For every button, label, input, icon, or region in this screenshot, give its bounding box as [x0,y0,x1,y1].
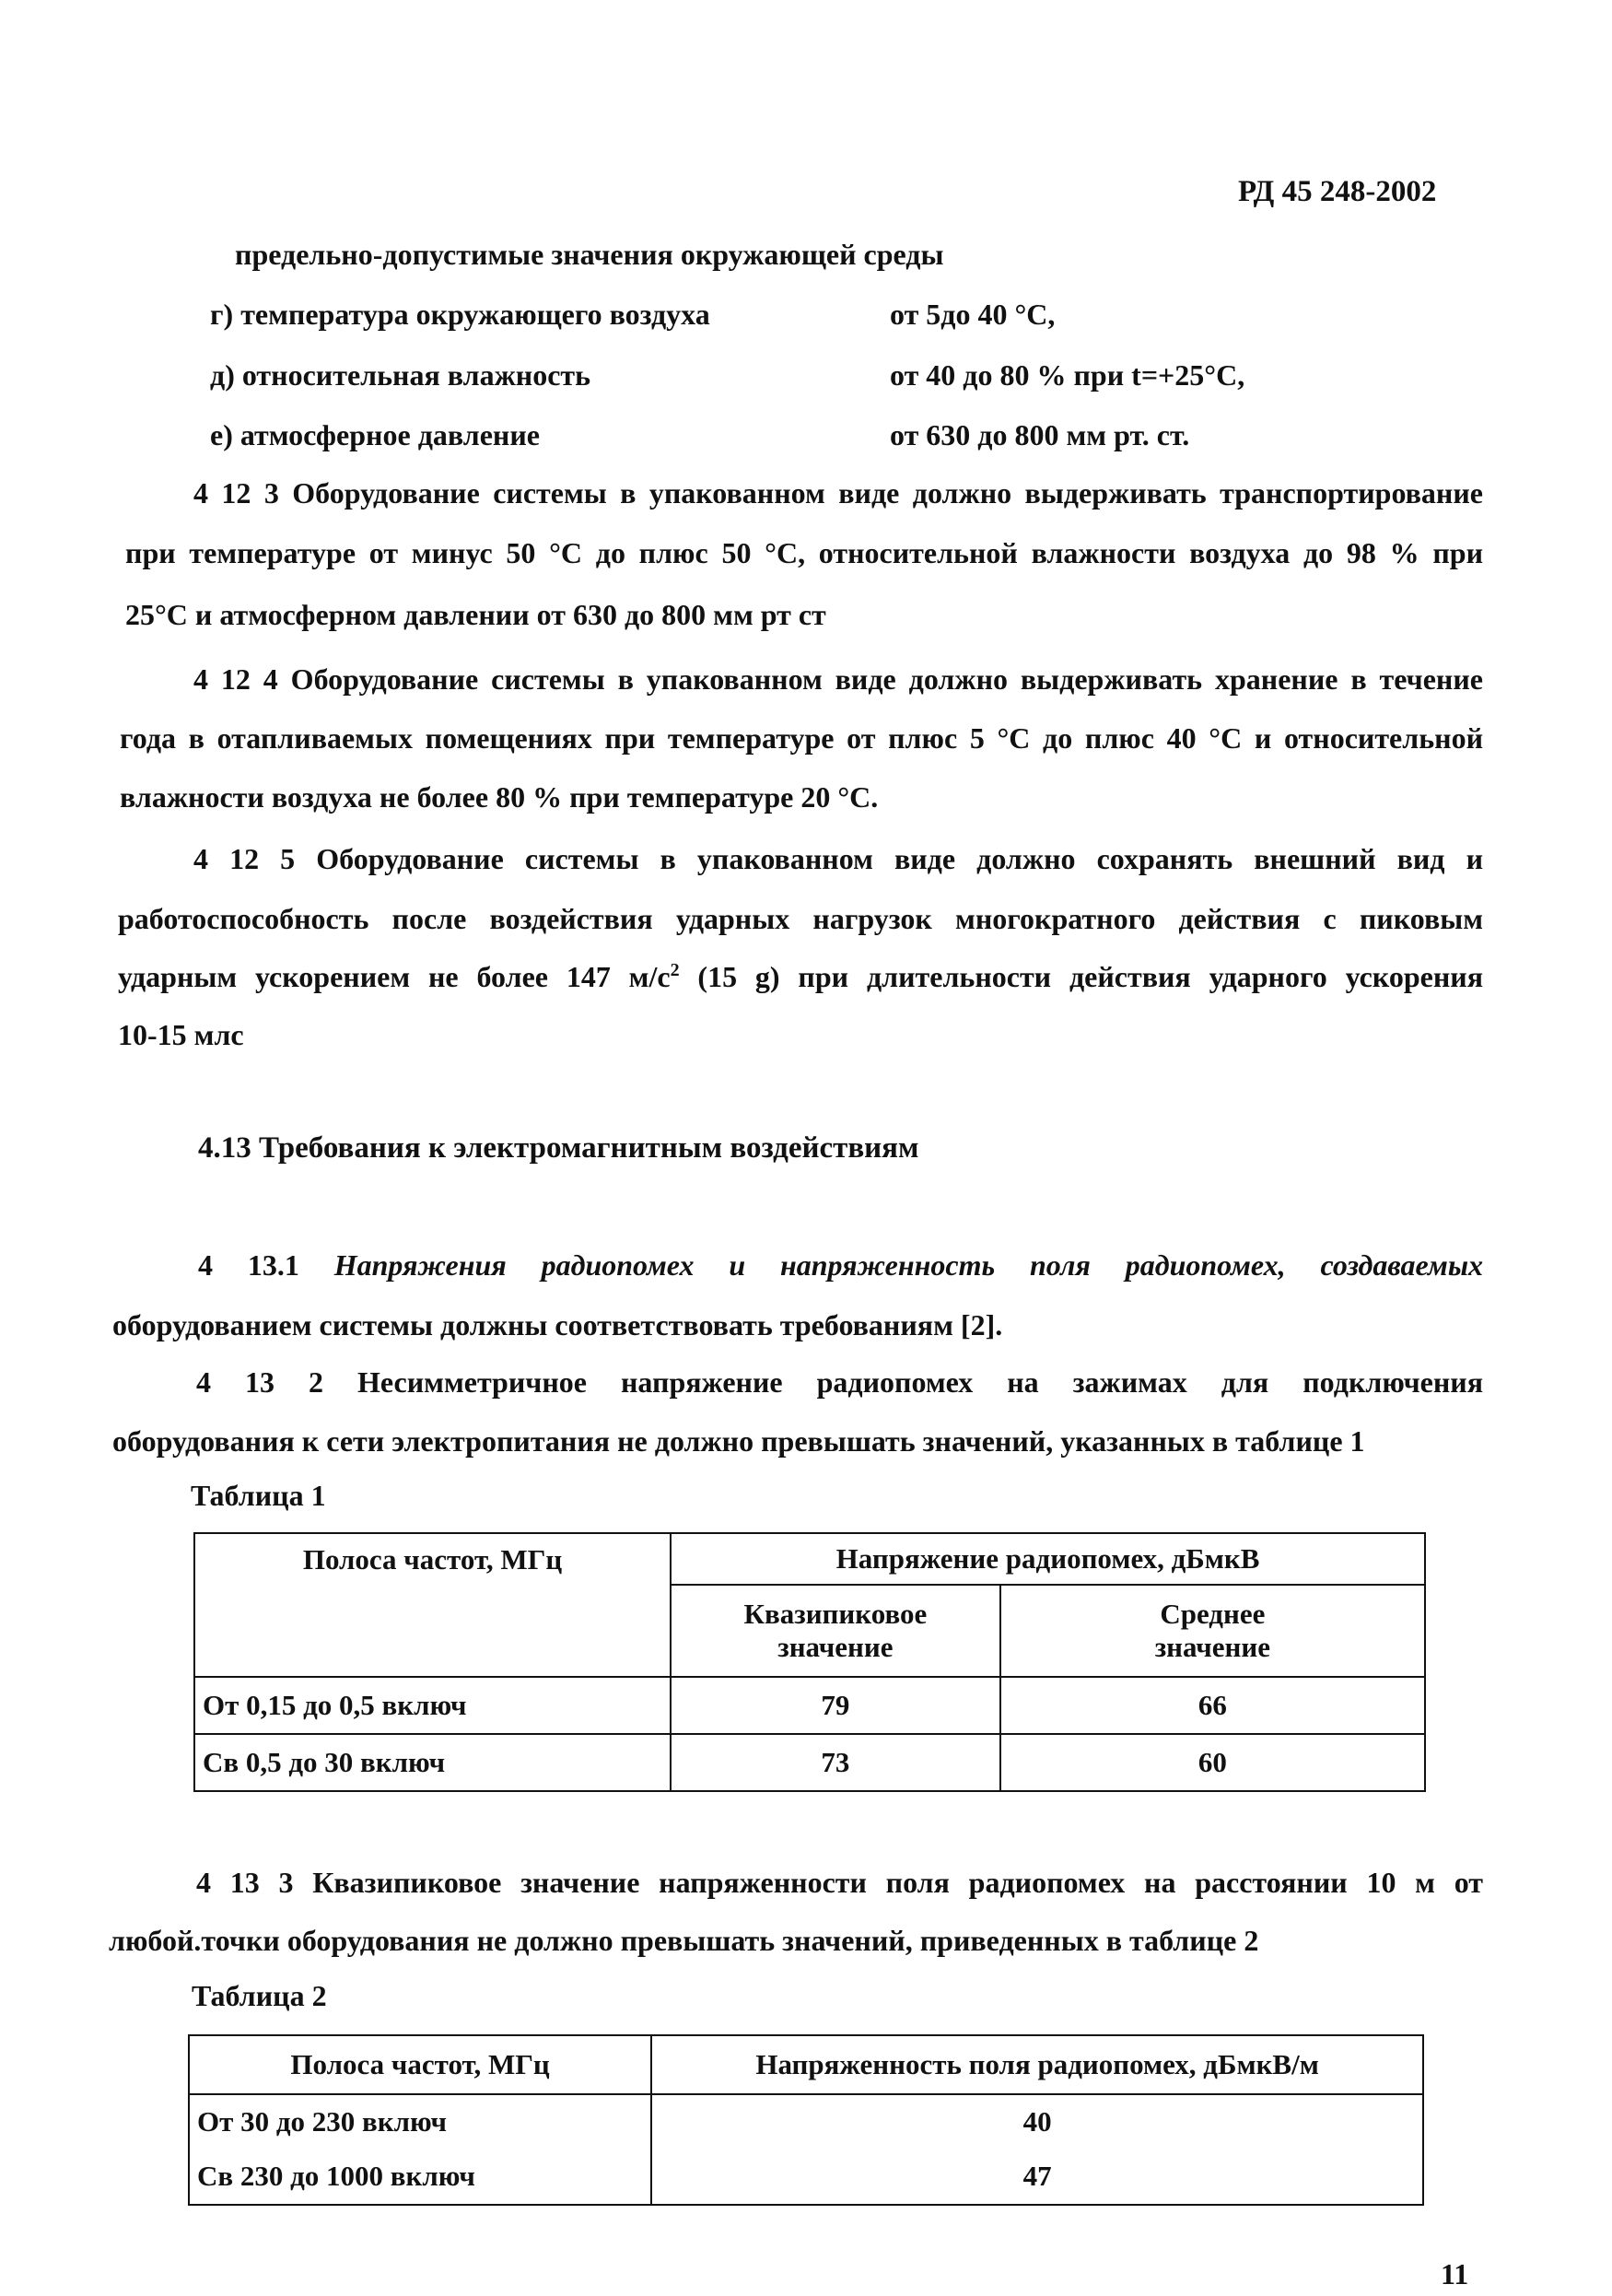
table-row [194,1734,1425,1791]
para-4-12-5-line-3 [118,958,1483,995]
para-4-13-3-line-2: любой.точки оборудования не должно превышать значений, приведенных в таблице 2 [109,1924,1259,1957]
para-4-12-5-line-2: работоспособность после воздействия ударных нагрузок многократного действия с пиковым [118,902,1483,935]
table-2-cell-value: 47 [651,2148,1423,2205]
table-2-cell-band: Св 230 до 1000 включ [189,2148,651,2205]
table-1-subheader-quasipeak-line-2: значение [777,1631,894,1663]
table-1-subheader-quasipeak [671,1585,1000,1677]
table-1 [193,1532,1426,1792]
table-1-header-band: Полоса частот, МГц [194,1533,671,1677]
table-2-header-field-strength: Напряженность поля радиопомех, дБмкВ/м [651,2035,1423,2094]
env-item-value-humidity: от 40 до 80 % при t=+25°С, [890,358,1245,392]
table-1-subheader-quasipeak-line-1: Квазипиковое [743,1598,928,1630]
table-1-caption: Таблица 1 [191,1479,326,1512]
para-4-12-5-line-3-text: ударным ускорением не более 147 м/с [118,960,671,993]
table-2-header-band: Полоса частот, МГц [189,2035,651,2094]
para-4-13-1-line-2: оборудованием системы должны соответствовать требованиям [2]. [112,1308,1003,1341]
env-item-value-pressure: от 630 до 800 мм рт. ст. [890,418,1190,451]
document-code: РД 45 248-2002 [1238,175,1437,208]
table-1-subheader-average-line-2: значение [1154,1631,1271,1663]
table-1-cell-average: 60 [1000,1734,1425,1791]
table-2-caption: Таблица 2 [192,1979,327,2012]
table-1-cell-quasipeak: 79 [671,1677,1000,1734]
table-1-cell-quasipeak: 73 [671,1734,1000,1791]
table-1-header-voltage: Напряжение радиопомех, дБмкВ [671,1533,1425,1585]
table-2-cell-band: От 30 до 230 включ [189,2094,651,2148]
page-number: 11 [1441,2257,1469,2290]
para-4-12-5-line-3-rest: (15 g) при длительности действия ударного ускорения [679,960,1484,993]
table-2-cell-value: 40 [651,2094,1423,2148]
env-item-label-humidity: д) относительная влажность [210,358,591,392]
env-item-label-pressure: е) атмосферное давление [210,418,540,451]
para-4-12-5-line-4: 10-15 млс [118,1018,244,1051]
superscript-2: 2 [670,960,680,980]
table-row [194,1677,1425,1734]
para-4-13-1-line-1 [198,1247,1483,1283]
para-4-12-4-line-2: года в отапливаемых помещениях при температуре от плюс 5 °С до плюс 40 °С и относительной [120,721,1483,755]
para-4-13-1-italic-text: Напряжения радиопомех и напряженность поля радиопомех, создаваемых [333,1248,1484,1282]
table-2 [188,2034,1424,2206]
para-4-13-1-number: 4 13.1 [198,1248,299,1282]
para-4-12-3-line-1: 4 12 3 Оборудование системы в упакованном виде должно выдерживать транспортирование [193,476,1483,510]
table-1-cell-band: От 0,15 до 0,5 включ [194,1677,671,1734]
env-limits-intro: предельно-допустимые значения окружающей среды [235,238,944,271]
table-row [189,2094,1423,2148]
section-heading-4-13: 4.13 Требования к электромагнитным воздействиям [198,1131,919,1165]
para-4-13-2-line-2: оборудования к сети электропитания не должно превышать значений, указанных в таблице 1 [112,1424,1365,1458]
para-4-12-5-line-1: 4 12 5 Оборудование системы в упакованном виде должно сохранять внешний вид и [193,842,1483,875]
table-1-subheader-average [1000,1585,1425,1677]
para-4-12-3-line-2: при температуре от минус 50 °С до плюс 50 °С, относительной влажности воздуха до 98 % при [125,536,1483,569]
para-4-13-2-line-1: 4 13 2 Несимметричное напряжение радиопомех на зажимах для подключения [196,1365,1483,1399]
table-1-cell-band: Св 0,5 до 30 включ [194,1734,671,1791]
para-4-12-4-line-1: 4 12 4 Оборудование системы в упакованном виде должно выдерживать хранение в течение [193,662,1483,696]
table-row [189,2148,1423,2205]
table-1-subheader-average-line-1: Среднее [1160,1598,1266,1630]
para-4-13-3-line-1: 4 13 3 Квазипиковое значение напряженности поля радиопомех на расстоянии 10 м от [196,1866,1483,1899]
para-4-12-4-line-3: влажности воздуха не более 80 % при температуре 20 °С. [120,780,879,814]
table-1-cell-average: 66 [1000,1677,1425,1734]
env-item-value-temperature: от 5до 40 °С, [890,298,1056,331]
env-item-label-temperature: г) температура окружающего воздуха [210,298,710,331]
para-4-12-3-line-3: 25°С и атмосферном давлении от 630 до 800 мм рт ст [125,598,826,631]
